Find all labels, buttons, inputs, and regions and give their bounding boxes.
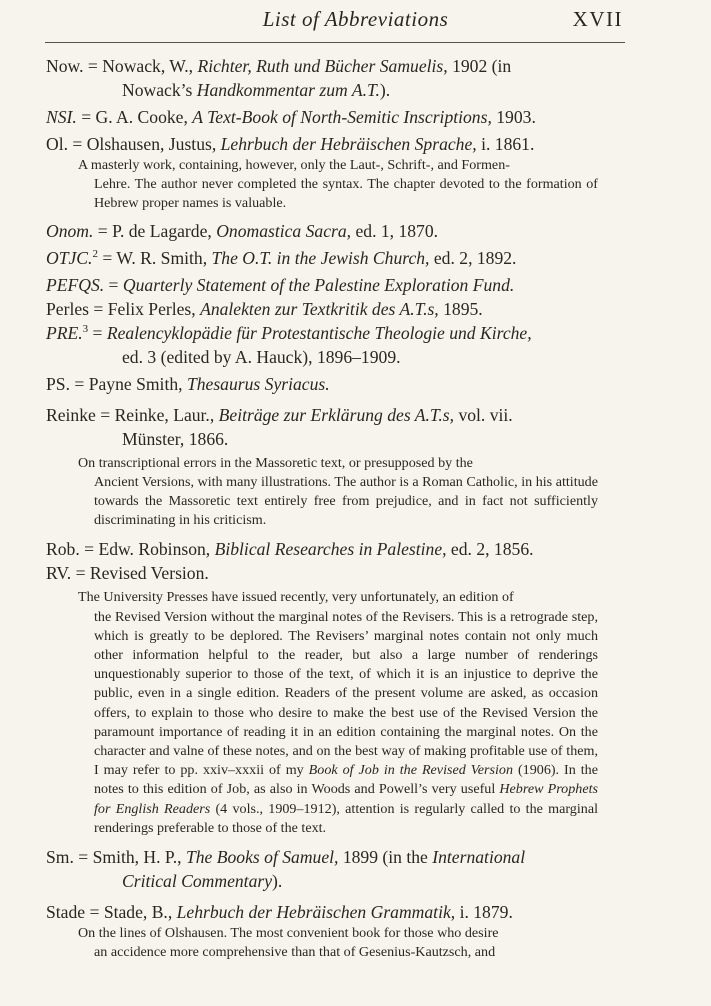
entry-work: Analekten zur Textkritik des A.T.s, <box>200 298 439 319</box>
entry-pefqs <box>46 273 598 297</box>
entry-abbr: PEFQS. <box>46 274 105 295</box>
entry-work: Biblical Researches in Palestine, <box>214 539 447 560</box>
entry-text: = Edw. Robinson, <box>79 539 215 560</box>
entry-tail: i. 1861. <box>476 134 535 154</box>
entry-perles <box>46 297 598 321</box>
entry-tail: 1895. <box>438 298 483 319</box>
page-number: XVII <box>572 7 623 31</box>
entry-tail: ). <box>379 80 391 100</box>
entry-text: = <box>104 274 123 295</box>
entry-text: = Felix Perles, <box>89 298 201 319</box>
note-body <box>78 608 598 838</box>
entry-otjc <box>46 246 598 270</box>
entry-work: Handkommentar zum A.T. <box>196 80 380 100</box>
entry-text: = Nowack, W., <box>87 56 198 76</box>
entry-abbr: Perles <box>46 298 89 319</box>
entry-ol <box>46 132 598 156</box>
entry-work: Lehrbuch der Hebräischen Grammatik, <box>176 902 456 923</box>
entry-work: The Books of Samuel, <box>185 847 339 868</box>
entry-tail: 1899 (in the <box>338 847 433 868</box>
entry-work: The O.T. in the Jewish Church, <box>211 247 430 268</box>
note-work: Hebrew Prophets for English Readers <box>94 781 598 817</box>
note-first-line: A masterly work, containing, however, only the Laut-, Schrift-, and Formen- <box>78 157 510 173</box>
note-body: an accidence more comprehensive than that of Gesenius-Kautzsch, and <box>94 944 496 961</box>
note-body: Ancient Versions, with many illustrations. The author is a Roman Catholic, in his attitude towards the Massoretic text entirely free from prejudice, and in fact not sufficiently discriminating in his criticism. <box>94 473 598 529</box>
entry-text: = Reinke, Laur., <box>95 404 219 425</box>
entry-abbr: Now. <box>46 56 84 76</box>
entry-abbr: Onom. <box>46 220 94 241</box>
entry-tail: ed. 2, 1892. <box>429 247 517 268</box>
entry-pre <box>46 321 598 369</box>
entry-tail: 1903. <box>491 107 536 127</box>
header-rule <box>45 42 625 43</box>
entry-continuation <box>46 869 598 893</box>
entry-work: Onomastica Sacra, <box>216 220 352 241</box>
entry-abbr: Rob. <box>46 539 80 560</box>
entry-work: International <box>432 847 526 868</box>
entry-abbr: OTJC. <box>46 247 93 268</box>
entry-abbr: RV. <box>46 563 72 584</box>
running-title: List of Abbreviations <box>262 7 449 31</box>
entry-work: Beiträge zur Erklärung des A.T.s, <box>218 404 455 425</box>
entry-continuation: ed. 3 (edited by A. Hauck), 1896–1909. <box>122 346 401 367</box>
entry-text: = Smith, H. P., <box>73 847 186 868</box>
entry-tail: ed. 1, 1870. <box>351 220 439 241</box>
entry-text: Nowack’s <box>122 80 197 100</box>
entry-stade <box>46 900 598 924</box>
entry-note <box>78 588 598 838</box>
entry-sm <box>46 845 598 893</box>
entry-abbr: Reinke <box>46 404 96 425</box>
entry-text: = G. A. Cooke, <box>76 107 193 127</box>
entry-work: Realencyklopädie für Protestantische Theologie und Kirche, <box>106 322 532 343</box>
entry-rob <box>46 537 598 561</box>
entry-ps <box>46 372 598 396</box>
entry-text: = <box>88 322 107 343</box>
entry-continuation <box>46 78 598 102</box>
entry-note <box>78 924 598 962</box>
entry-tail: 1902 (in <box>447 56 512 76</box>
abbreviation-list <box>46 54 598 967</box>
note-first-line: The University Presses have issued recently, very unfortunately, an edition of <box>78 589 514 606</box>
entry-work: Lehrbuch der Hebräischen Sprache, <box>220 134 477 154</box>
entry-work: Richter, Ruth und Bücher Samuelis, <box>197 56 448 76</box>
entry-work: Critical Commentary <box>122 871 273 892</box>
entry-reinke <box>46 403 598 451</box>
note-text: the Revised Version without the marginal notes of the Revisers. This is a retrograde step, which is greatly to be deplored. The Revisers’ marginal notes contain not only much other information helpful to the reader, but also a large number of renderings unquestionably superior to those of the text, of which it is an injustice to deprive the public, even in a single edition. Readers of the present volume are asked, as occasion offers, to explain to those who desire to make the best use of the Revised Version the paramount importance of reading it in an edition containing the marginal notes. On the character and valne of these notes, and on the best way of making profitable use of them, I may refer to pp. xxiv–xxxii of my <box>94 608 598 779</box>
entry-note <box>78 156 598 214</box>
entry-tail: ed. 2, 1856. <box>446 539 534 560</box>
entry-note <box>78 454 598 531</box>
note-first-line: On the lines of Olshausen. The most convenient book for those who desire <box>78 925 499 942</box>
entry-text: = W. R. Smith, <box>97 247 212 268</box>
entry-abbr: Stade <box>46 902 86 923</box>
entry-now <box>46 54 598 102</box>
entry-work: Thesaurus Syriacus. <box>186 373 330 394</box>
entry-abbr: NSI. <box>46 107 77 127</box>
entry-continuation: Münster, 1866. <box>122 428 229 449</box>
entry-onom <box>46 219 598 243</box>
entry-abbr: Ol. <box>46 134 68 154</box>
entry-abbr: Sm. <box>46 847 74 868</box>
entry-text: = Olshausen, Justus, <box>68 134 221 154</box>
note-work: Book of Job in the Revised Version <box>308 762 514 779</box>
entry-tail: i. 1879. <box>455 902 513 923</box>
note-text: (4 vols., 1909–1912), attention is regularly called to the marginal renderings preferable to those of the text. <box>94 800 598 836</box>
page-header <box>0 3 711 35</box>
entry-abbr: PRE. <box>46 322 83 343</box>
entry-text: = Payne Smith, <box>69 373 187 394</box>
entry-work: A Text-Book of North-Semitic Inscriptions, <box>192 107 492 127</box>
entry-text: = P. de Lagarde, <box>93 220 217 241</box>
entry-tail: vol. vii. <box>454 404 513 425</box>
note-text: (1906). In the notes to this edition of Job, as also in Woods and Powell’s very useful <box>94 762 598 798</box>
entry-rv <box>46 561 598 585</box>
entry-tail: ). <box>272 871 283 892</box>
entry-nsi <box>46 105 598 129</box>
entry-work: Quarterly Statement of the Palestine Exploration Fund. <box>122 274 515 295</box>
edition-superscript: 3 <box>82 322 89 335</box>
note-first-line: On transcriptional errors in the Massoretic text, or presupposed by the <box>78 454 473 471</box>
note-body: Lehre. The author never completed the syntax. The chapter devoted to the formation of Hebrew proper names is valuable. <box>94 176 598 212</box>
entry-text: = Revised Version. <box>71 563 209 584</box>
entry-abbr: PS. <box>46 373 70 394</box>
entry-text: = Stade, B., <box>85 902 177 923</box>
edition-superscript: 2 <box>92 247 98 260</box>
